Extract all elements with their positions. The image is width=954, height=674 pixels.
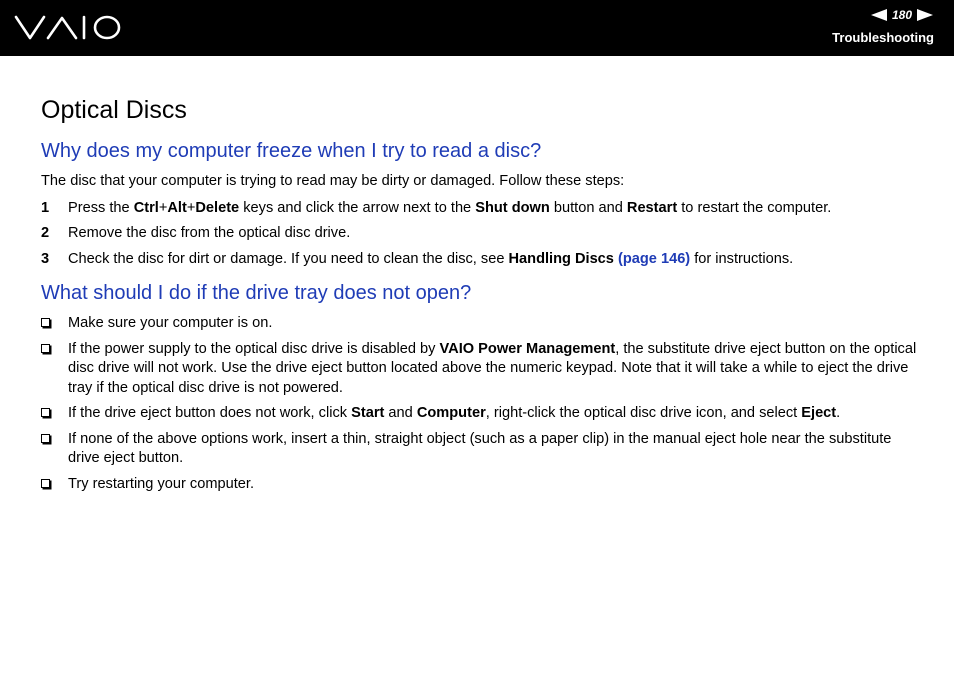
checkbox-bullet-icon	[41, 408, 50, 417]
item-text: and	[384, 405, 417, 421]
step-item	[41, 199, 921, 219]
list-item	[41, 430, 921, 469]
step-text: +	[186, 199, 196, 216]
step-ui-restart: Restart	[626, 199, 678, 216]
previous-page-icon[interactable]	[870, 8, 888, 22]
item-ui-computer: Computer	[416, 405, 486, 421]
checkbox-bullet-icon	[41, 479, 50, 488]
item-ui-eject: Eject	[801, 405, 837, 421]
step-number: 1	[41, 199, 50, 216]
step-text: +	[158, 199, 168, 216]
page-reference-link[interactable]: (page 146)	[617, 250, 691, 267]
item-text: If the drive eject button does not work, click	[68, 405, 352, 421]
page-header	[0, 0, 954, 56]
item-text: , the substitute drive eject button on the optical disc drive will not work. Use the drive eject button located above the numeric keypad. Note that it will take a while to eject the drive tray if the optical disc drive is not powered.	[68, 340, 917, 396]
page-content	[41, 94, 921, 500]
vaio-logo	[14, 14, 122, 42]
step-key-alt: Alt	[167, 199, 187, 216]
item-text: .	[836, 405, 841, 421]
checkbox-bullet-icon	[41, 318, 50, 327]
checkbox-bullet-icon	[41, 344, 50, 353]
item-ui-power-management: VAIO Power Management	[439, 340, 616, 357]
question-intro: The disc that your computer is trying to read may be dirty or damaged. Follow these steps:	[41, 173, 625, 189]
list-item	[41, 404, 921, 424]
list-item	[41, 340, 921, 399]
step-item	[41, 224, 921, 244]
step-item	[41, 250, 921, 270]
step-text: for instructions.	[690, 250, 794, 267]
step-ref-title: Handling Discs	[508, 250, 614, 267]
section-label: Troubleshooting	[832, 30, 934, 45]
step-text: Check the disc for dirt or damage. If you need to clean the disc, see	[68, 250, 509, 267]
question-heading-freeze: Why does my computer freeze when I try to read a disc?	[41, 140, 542, 162]
step-number: 3	[41, 250, 50, 267]
page-navigator	[870, 7, 934, 23]
item-text: If none of the above options work, insert a thin, straight object (such as a paper clip) in the manual eject hole near the substitute drive eject button.	[68, 430, 892, 466]
checkbox-bullet-icon	[41, 434, 50, 443]
step-text: to restart the computer.	[677, 199, 832, 216]
next-page-icon[interactable]	[916, 8, 934, 22]
page-title: Optical Discs	[41, 96, 187, 124]
list-item	[41, 314, 921, 334]
step-text: keys and click the arrow next to the	[239, 199, 476, 216]
page-number: 180	[891, 8, 912, 22]
step-key-ctrl: Ctrl	[133, 199, 159, 216]
item-text: Try restarting your computer.	[68, 475, 254, 492]
step-text: Remove the disc from the optical disc drive.	[68, 225, 351, 241]
step-key-delete: Delete	[195, 199, 240, 216]
step-text: button and	[549, 199, 627, 216]
item-text: If the power supply to the optical disc drive is disabled by	[68, 340, 440, 357]
question-heading-tray: What should I do if the drive tray does not open?	[41, 282, 472, 304]
step-ui-shut-down: Shut down	[475, 199, 550, 216]
step-number: 2	[41, 225, 50, 241]
step-list	[41, 199, 921, 270]
list-item	[41, 475, 921, 495]
item-text: , right-click the optical disc drive icon, and select	[485, 405, 802, 421]
step-text: Press the	[68, 199, 134, 216]
item-text: Make sure your computer is on.	[68, 315, 273, 331]
item-ui-start: Start	[351, 405, 385, 421]
checklist	[41, 314, 921, 494]
